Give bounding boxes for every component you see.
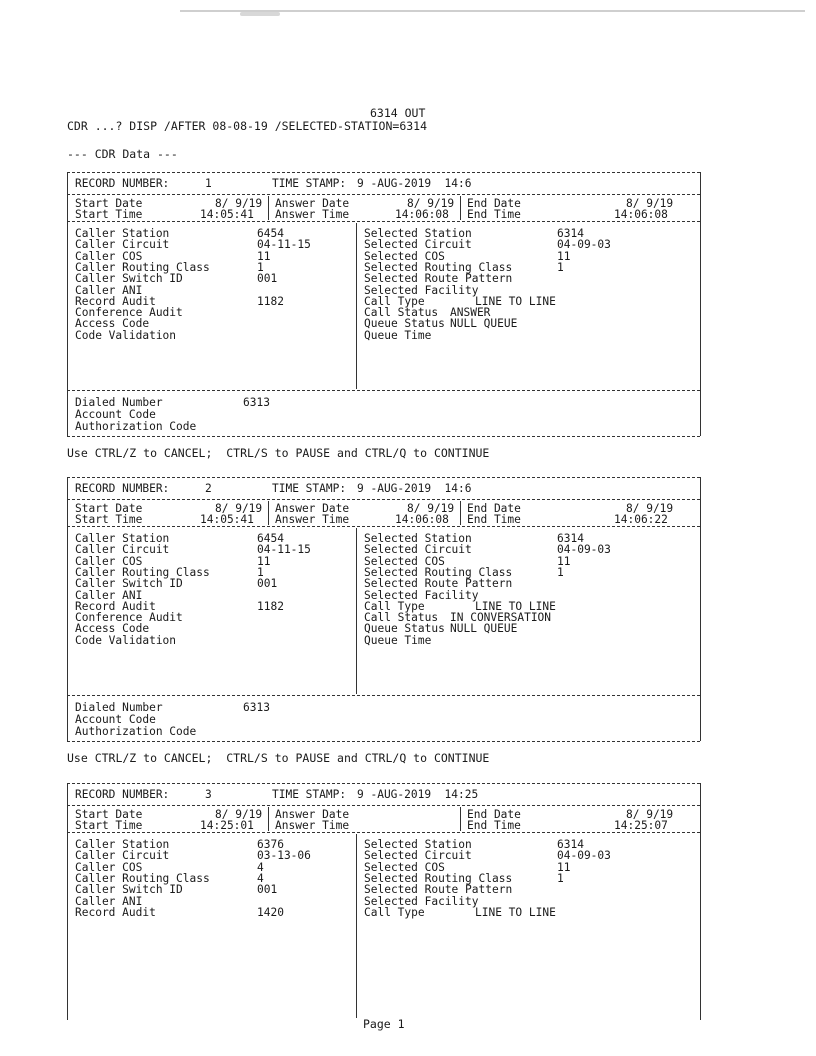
divider-dates	[67, 526, 700, 527]
start-time-value: 14:25:01	[200, 819, 254, 832]
start-time-value: 14:05:41	[200, 513, 254, 526]
conference-audit-label: Conference Audit	[75, 611, 183, 625]
caller-switch-id-value: 001	[257, 883, 278, 897]
selected-cos-value: 11	[557, 249, 571, 263]
details-sep	[356, 223, 357, 389]
caller-station-value: 6454	[257, 227, 284, 240]
border-top	[67, 172, 700, 173]
answer-time-value: 14:06:08	[395, 208, 449, 221]
code-validation-label: Code Validation	[75, 328, 177, 342]
caller-routing-class-label: Caller Routing Class	[75, 871, 210, 885]
caller-switch-id-value: 001	[257, 272, 278, 286]
selected-station-label: Selected Station	[364, 532, 472, 545]
caller-cos-value: 11	[257, 554, 271, 568]
selected-route-pattern-label: Selected Route Pattern	[364, 272, 513, 286]
caller-switch-id-label: Caller Switch ID	[75, 883, 183, 897]
divider-header	[67, 499, 700, 500]
caller-circuit-label: Caller Circuit	[75, 238, 170, 252]
selected-route-pattern-label: Selected Route Pattern	[364, 577, 513, 591]
selected-routing-class-value: 1	[557, 260, 564, 274]
conference-audit-label: Conference Audit	[75, 306, 183, 320]
selected-cos-value: 11	[557, 860, 571, 874]
queue-time-label: Queue Time	[364, 633, 432, 647]
details-sep	[356, 528, 357, 694]
dialed-number-label: Dialed Number	[75, 396, 163, 409]
divider-header	[67, 194, 700, 195]
left-border	[67, 477, 68, 741]
time-stamp-value: 9 -AUG-2019 14:25	[357, 788, 479, 801]
record-audit-value: 1182	[257, 294, 284, 308]
page-number: Page 1	[363, 1017, 405, 1031]
caller-circuit-label: Caller Circuit	[75, 849, 170, 863]
end-time-label: End Time	[467, 819, 521, 832]
start-date-value: 8/ 9/19	[215, 808, 263, 821]
details-sep	[356, 834, 357, 1018]
caller-circuit-value: 04-11-15	[257, 543, 311, 557]
record-audit-value: 1420	[257, 905, 284, 919]
call-status-label: Call Status	[364, 306, 439, 320]
selected-cos-label: Selected COS	[364, 249, 445, 263]
start-time-label: Start Time	[75, 208, 143, 221]
caller-routing-class-label: Caller Routing Class	[75, 260, 210, 274]
right-border	[700, 172, 701, 436]
call-status-label: Call Status	[364, 611, 439, 625]
divider-dates	[67, 832, 700, 833]
selected-cos-value: 11	[557, 554, 571, 568]
selected-station-value: 6314	[557, 532, 584, 545]
answer-date-label: Answer Date	[275, 808, 350, 821]
start-time-label: Start Time	[75, 819, 143, 832]
account-code-label: Account Code	[75, 408, 156, 421]
call-type-value: LINE TO LINE	[475, 294, 556, 308]
control-prompt-1: Use CTRL/Z to CANCEL; CTRL/S to PAUSE and CTRL/Q to CONTINUE	[67, 446, 490, 460]
caller-circuit-value: 03-13-06	[257, 849, 311, 863]
call-type-label: Call Type	[364, 905, 425, 919]
caller-station-label: Caller Station	[75, 838, 170, 851]
end-date-value: 8/ 9/19	[626, 502, 674, 515]
caller-routing-class-value: 1	[257, 565, 264, 579]
record-audit-value: 1182	[257, 599, 284, 613]
call-type-value: LINE TO LINE	[475, 905, 556, 919]
caller-routing-class-value: 1	[257, 260, 264, 274]
dialed-number-label: Dialed Number	[75, 701, 163, 714]
account-code-label: Account Code	[75, 713, 156, 726]
caller-cos-value: 11	[257, 249, 271, 263]
border-top	[67, 783, 700, 784]
selected-routing-class-label: Selected Routing Class	[364, 260, 513, 274]
call-type-label: Call Type	[364, 599, 425, 613]
caller-routing-class-label: Caller Routing Class	[75, 565, 210, 579]
caller-cos-label: Caller COS	[75, 554, 143, 568]
access-code-label: Access Code	[75, 317, 150, 331]
caller-switch-id-label: Caller Switch ID	[75, 577, 183, 591]
caller-station-value: 6454	[257, 532, 284, 545]
dialed-number-value: 6313	[243, 701, 270, 714]
divider-header	[67, 805, 700, 806]
caller-circuit-value: 04-11-15	[257, 238, 311, 252]
caller-routing-class-value: 4	[257, 871, 264, 885]
selected-facility-label: Selected Facility	[364, 588, 479, 602]
left-border	[67, 783, 68, 1020]
selected-circuit-label: Selected Circuit	[364, 849, 472, 863]
time-stamp-label: TIME STAMP:	[272, 177, 347, 190]
date-sep-1	[268, 196, 269, 220]
record-number-value: 1	[205, 177, 212, 190]
call-status-value: ANSWER	[450, 306, 491, 320]
selected-cos-label: Selected COS	[364, 554, 445, 568]
dialed-number-value: 6313	[243, 396, 270, 409]
scan-smudge	[240, 12, 280, 16]
queue-status-value: NULL QUEUE	[450, 317, 518, 331]
end-date-label: End Date	[467, 808, 521, 821]
start-time-label: Start Time	[75, 513, 143, 526]
left-border	[67, 172, 68, 436]
record-audit-label: Record Audit	[75, 294, 156, 308]
selected-station-value: 6314	[557, 227, 584, 240]
divider-details	[67, 695, 700, 696]
right-border	[700, 477, 701, 741]
time-stamp-label: TIME STAMP:	[272, 788, 347, 801]
selected-circuit-value: 04-09-03	[557, 543, 611, 557]
start-date-label: Start Date	[75, 502, 143, 515]
start-date-label: Start Date	[75, 197, 143, 210]
border-bottom	[67, 436, 700, 437]
start-date-value: 8/ 9/19	[215, 502, 263, 515]
right-border	[700, 783, 701, 1020]
date-sep-2	[460, 196, 461, 220]
caller-cos-label: Caller COS	[75, 860, 143, 874]
answer-time-label: Answer Time	[275, 208, 350, 221]
record-audit-label: Record Audit	[75, 599, 156, 613]
call-status-value: IN CONVERSATION	[450, 611, 552, 625]
start-time-value: 14:05:41	[200, 208, 254, 221]
start-date-label: Start Date	[75, 808, 143, 821]
call-type-label: Call Type	[364, 294, 425, 308]
caller-switch-id-label: Caller Switch ID	[75, 272, 183, 286]
queue-status-label: Queue Status	[364, 622, 445, 636]
selected-circuit-label: Selected Circuit	[364, 238, 472, 252]
caller-station-value: 6376	[257, 838, 284, 851]
authorization-code-label: Authorization Code	[75, 725, 197, 738]
selected-route-pattern-label: Selected Route Pattern	[364, 883, 513, 897]
selected-routing-class-value: 1	[557, 565, 564, 579]
answer-time-label: Answer Time	[275, 819, 350, 832]
control-prompt-2: Use CTRL/Z to CANCEL; CTRL/S to PAUSE and CTRL/Q to CONTINUE	[67, 751, 490, 765]
record-audit-label: Record Audit	[75, 905, 156, 919]
end-date-value: 8/ 9/19	[626, 808, 674, 821]
end-time-value: 14:06:22	[614, 513, 668, 526]
queue-status-label: Queue Status	[364, 317, 445, 331]
end-time-value: 14:06:08	[614, 208, 668, 221]
date-sep-2	[460, 501, 461, 525]
queue-time-label: Queue Time	[364, 328, 432, 342]
end-time-value: 14:25:07	[614, 819, 668, 832]
time-stamp-label: TIME STAMP:	[272, 482, 347, 495]
queue-status-value: NULL QUEUE	[450, 622, 518, 636]
cdr-record-2	[67, 477, 700, 743]
date-sep-2	[460, 807, 461, 831]
answer-time-label: Answer Time	[275, 513, 350, 526]
time-stamp-value: 9 -AUG-2019 14:6	[357, 177, 472, 190]
caller-ani-label: Caller ANI	[75, 283, 143, 297]
call-type-value: LINE TO LINE	[475, 599, 556, 613]
record-number-value: 2	[205, 482, 212, 495]
time-stamp-value: 9 -AUG-2019 14:6	[357, 482, 472, 495]
selected-circuit-label: Selected Circuit	[364, 543, 472, 557]
answer-date-value: 8/ 9/19	[407, 197, 455, 210]
selected-routing-class-label: Selected Routing Class	[364, 565, 513, 579]
record-number-label: RECORD NUMBER:	[75, 788, 170, 801]
caller-ani-label: Caller ANI	[75, 894, 143, 908]
caller-ani-label: Caller ANI	[75, 588, 143, 602]
caller-switch-id-value: 001	[257, 577, 278, 591]
record-number-label: RECORD NUMBER:	[75, 482, 170, 495]
selected-station-label: Selected Station	[364, 838, 472, 851]
selected-station-value: 6314	[557, 838, 584, 851]
end-date-label: End Date	[467, 502, 521, 515]
cdr-record-1	[67, 172, 700, 438]
date-sep-1	[268, 501, 269, 525]
report-title: 6314 OUT	[370, 106, 426, 120]
border-bottom	[67, 741, 700, 742]
divider-details	[67, 390, 700, 391]
answer-time-value: 14:06:08	[395, 513, 449, 526]
authorization-code-label: Authorization Code	[75, 420, 197, 433]
selected-cos-label: Selected COS	[364, 860, 445, 874]
start-date-value: 8/ 9/19	[215, 197, 263, 210]
caller-circuit-label: Caller Circuit	[75, 543, 170, 557]
selected-circuit-value: 04-09-03	[557, 238, 611, 252]
selected-station-label: Selected Station	[364, 227, 472, 240]
selected-facility-label: Selected Facility	[364, 283, 479, 297]
selected-routing-class-value: 1	[557, 871, 564, 885]
end-time-label: End Time	[467, 208, 521, 221]
selected-routing-class-label: Selected Routing Class	[364, 871, 513, 885]
command-line: CDR ...? DISP /AFTER 08-08-19 /SELECTED-STATION=6314	[67, 119, 428, 133]
answer-date-label: Answer Date	[275, 502, 350, 515]
code-validation-label: Code Validation	[75, 633, 177, 647]
answer-date-value: 8/ 9/19	[407, 502, 455, 515]
answer-date-label: Answer Date	[275, 197, 350, 210]
end-date-value: 8/ 9/19	[626, 197, 674, 210]
end-time-label: End Time	[467, 513, 521, 526]
cdr-record-3	[67, 783, 700, 1020]
caller-station-label: Caller Station	[75, 532, 170, 545]
record-number-value: 3	[205, 788, 212, 801]
date-sep-1	[268, 807, 269, 831]
selected-circuit-value: 04-09-03	[557, 849, 611, 863]
caller-cos-label: Caller COS	[75, 249, 143, 263]
caller-cos-value: 4	[257, 860, 264, 874]
record-number-label: RECORD NUMBER:	[75, 177, 170, 190]
divider-dates	[67, 221, 700, 222]
caller-station-label: Caller Station	[75, 227, 170, 240]
section-heading: --- CDR Data ---	[67, 147, 178, 161]
selected-facility-label: Selected Facility	[364, 894, 479, 908]
access-code-label: Access Code	[75, 622, 150, 636]
border-top	[67, 477, 700, 478]
end-date-label: End Date	[467, 197, 521, 210]
